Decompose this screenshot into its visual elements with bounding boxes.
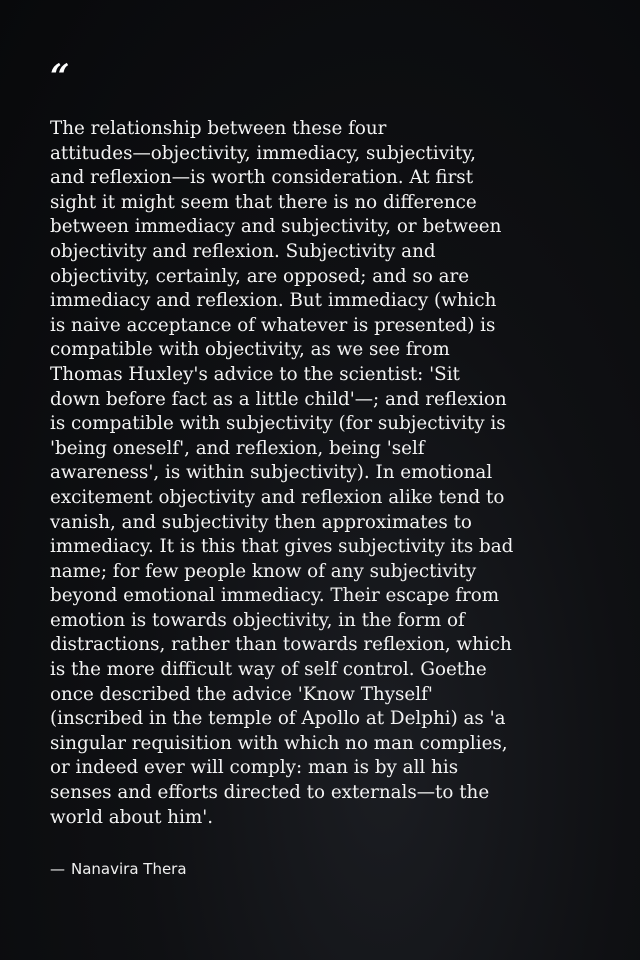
author-name: Nanavira Thera <box>71 860 187 878</box>
quote-attribution <box>50 860 187 878</box>
quote-text: The relationship between these four attitudes—objectivity, immediacy, subjectivity, and reflexion—is worth consideration. At first sight it might seem that there is no difference between immediacy and subjectivity, or between objectivity and reflexion. Subjectivity and objectivity, certainly, are opposed; and so are immediacy and reflexion. But immediacy (which is naive acceptance of whatever is presented) is compatible with objectivity, as we see from Thomas Huxley's advice to the scientist: 'Sit down before fact as a little child'—; and reflexion is compatible with subjectivity (for subjectivity is 'being oneself', and reflexion, being 'self awareness', is within subjectivity). In emotional excitement objectivity and reflexion alike tend to vanish, and subjectivity then approximates to immediacy. It is this that gives subjectivity its bad name; for few people know of any subjectivity beyond emotional immediacy. Their escape from emotion is towards objectivity, in the form of distractions, rather than towards reflexion, which is the more difficult way of self control. Goethe once described the advice 'Know Thyself' (inscribed in the temple of Apollo at Delphi) as 'a singular requisition with which no man complies, or indeed ever will comply: man is by all his senses and efforts directed to externals—to the world about him'. <box>50 118 514 828</box>
opening-quote-mark: “ <box>50 57 70 97</box>
attribution-dash: — <box>50 860 65 878</box>
